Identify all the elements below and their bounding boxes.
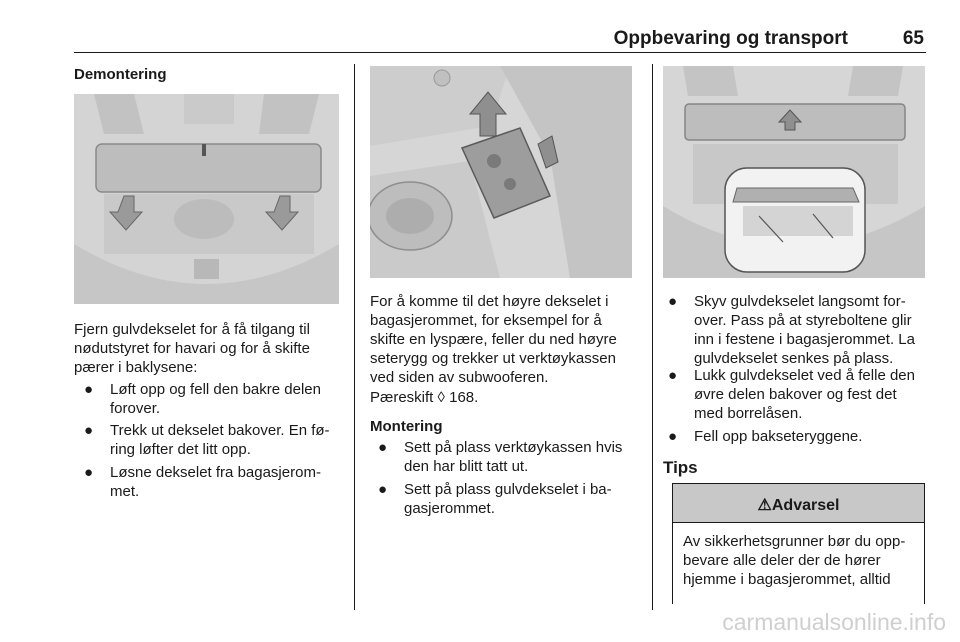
col1-paragraph-line: Fjern gulvdekselet for å få tilgang til <box>74 321 310 338</box>
bullet-dot: ● <box>84 381 94 398</box>
warning-box <box>672 483 925 604</box>
col1-paragraph <box>74 320 344 377</box>
col2-paragraph-line: For å komme til det høyre dekselet i <box>370 293 609 310</box>
bullet-line: forover. <box>110 400 161 417</box>
bullet-dot: ● <box>668 428 678 445</box>
bullet-line: gasjerommet. <box>404 500 495 517</box>
column-divider-1 <box>354 64 355 610</box>
bullet-line: met. <box>110 483 140 500</box>
reference-page: 168. <box>444 389 479 406</box>
watermark: carmanualsonline.info <box>722 609 946 635</box>
bullet-dot: ● <box>84 464 94 481</box>
page-header <box>74 26 926 50</box>
bullet-line: over. Pass på at styreboltene glir <box>694 312 912 329</box>
bullet-line: ring løfter det litt opp. <box>110 441 251 458</box>
bullet-line: Sett på plass gulvdekselet i ba- <box>404 481 612 498</box>
bullet-line: Løsne dekselet fra bagasjerom- <box>110 464 321 481</box>
bullet-line: Skyv gulvdekselet langsomt for- <box>694 293 906 310</box>
bullet-line: gulvdekselet senkes på plass. <box>694 350 894 367</box>
col1-paragraph-line: pærer i baklysene: <box>74 359 198 376</box>
bullet-line: Løft opp og fell den bakre delen <box>110 381 321 398</box>
trunk-floor-cover-installation-illustration <box>663 66 925 278</box>
bullet-dot: ● <box>378 481 388 498</box>
bullet-line: Trekk ut dekselet bakover. En fø- <box>110 422 330 439</box>
col2-paragraph <box>370 292 640 387</box>
column-divider-2 <box>652 64 653 610</box>
bullet-dot: ● <box>378 439 388 456</box>
header-rule <box>74 52 926 53</box>
bullet-line: øvre delen bakover og fest det <box>694 386 897 403</box>
bulb-replacement-reference[interactable] <box>370 388 630 407</box>
section-heading-demontering: Demontering <box>74 66 167 83</box>
warning-header <box>673 484 924 523</box>
col2-paragraph-line: seterygg og trekker ut verktøykassen <box>370 350 616 367</box>
bullet-line: Sett på plass verktøykassen hvis <box>404 439 623 456</box>
bullet-line: Lukk gulvdekselet ved å felle den <box>694 367 915 384</box>
warning-triangle-icon: ⚠ <box>757 497 772 514</box>
warning-line: Av sikkerhetsgrunner bør du opp- <box>683 533 906 550</box>
bullet-dot: ● <box>668 293 678 310</box>
bullet-dot: ● <box>668 367 678 384</box>
col2-paragraph-line: skifte en lyspære, feller du ned høyre <box>370 331 617 348</box>
bullet-line: med borrelåsen. <box>694 405 803 422</box>
col2-paragraph-line: bagasjerommet, for eksempel for å <box>370 312 602 329</box>
warning-title-text: Advarsel <box>771 497 840 514</box>
bullet-line: inn i festene i bagasjerommet. La <box>694 331 915 348</box>
toolbox-removal-illustration <box>370 66 632 278</box>
warning-line: bevare alle deler der de hører <box>683 552 881 569</box>
warning-title <box>673 495 924 515</box>
bullet-line: Fell opp bakseteryggene. <box>694 428 863 445</box>
reference-text: Pæreskift <box>370 389 438 406</box>
warning-line: hjemme i bagasjerommet, alltid <box>683 571 891 588</box>
section-heading-montering: Montering <box>370 418 443 435</box>
trunk-floor-cover-removal-illustration <box>74 94 339 304</box>
page-number: 65 <box>902 28 924 49</box>
bullet-line: den har blitt tatt ut. <box>404 458 529 475</box>
col2-paragraph-line: ved siden av subwooferen. <box>370 369 549 386</box>
page-title: Oppbevaring og transport <box>613 28 848 49</box>
bullet-dot: ● <box>84 422 94 439</box>
page-reference-icon: ◊ <box>437 389 445 406</box>
warning-body <box>683 532 921 589</box>
tips-heading: Tips <box>663 458 698 477</box>
col1-paragraph-line: nødutstyret for havari og for å skifte <box>74 340 310 357</box>
